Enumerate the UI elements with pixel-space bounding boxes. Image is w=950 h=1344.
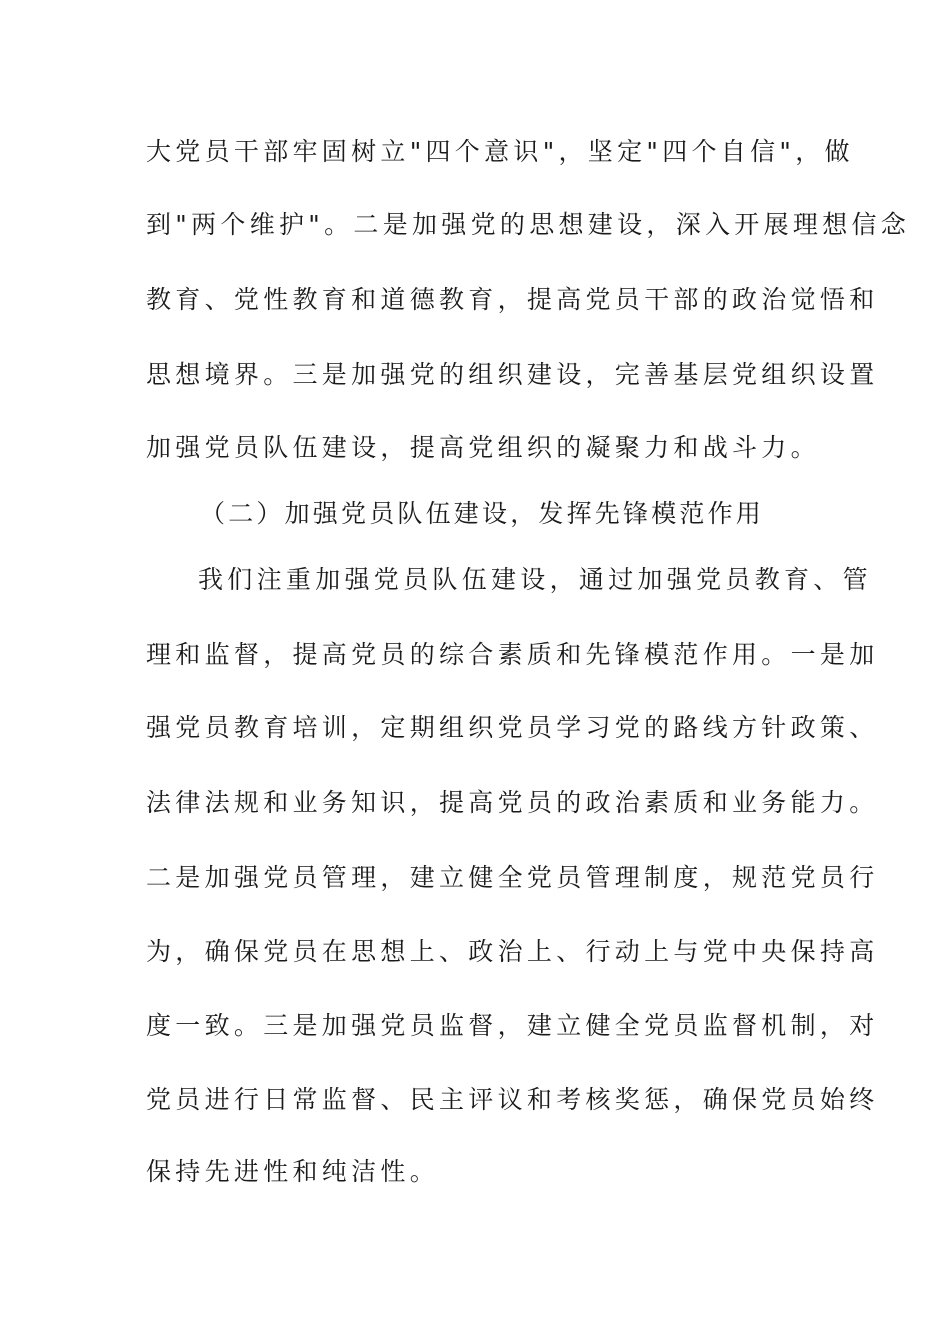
paragraph-line: 理和监督，提高党员的综合素质和先锋模范作用。一是加 xyxy=(146,640,879,669)
paragraph-line: 法律法规和业务知识，提高党员的政治素质和业务能力。 xyxy=(146,788,879,817)
paragraph-line: 为，确保党员在思想上、政治上、行动上与党中央保持高 xyxy=(146,937,879,966)
paragraph-line: 我们注重加强党员队伍建设，通过加强党员教育、管 xyxy=(198,565,872,594)
section-subheading: （二）加强党员队伍建设，发挥先锋模范作用 xyxy=(200,499,765,528)
paragraph-line: 保持先进性和纯洁性。 xyxy=(146,1157,440,1186)
paragraph-line: 加强党员队伍建设，提高党组织的凝聚力和战斗力。 xyxy=(146,433,820,462)
paragraph-line: 大党员干部牢固树立"四个意识"，坚定"四个自信"，做 xyxy=(146,137,854,166)
paragraph-line: 党员进行日常监督、民主评议和考核奖惩，确保党员始终 xyxy=(146,1085,879,1114)
paragraph-line: 二是加强党员管理，建立健全党员管理制度，规范党员行 xyxy=(146,863,879,892)
paragraph-line: 度一致。三是加强党员监督，建立健全党员监督机制，对 xyxy=(146,1011,879,1040)
paragraph-line: 思想境界。三是加强党的组织建设，完善基层党组织设置 xyxy=(146,360,879,389)
paragraph-line: 到"两个维护"。二是加强党的思想建设，深入开展理想信念 xyxy=(146,210,911,239)
paragraph-line: 强党员教育培训，定期组织党员学习党的路线方针政策、 xyxy=(146,713,879,742)
paragraph-line: 教育、党性教育和道德教育，提高党员干部的政治觉悟和 xyxy=(146,285,879,314)
